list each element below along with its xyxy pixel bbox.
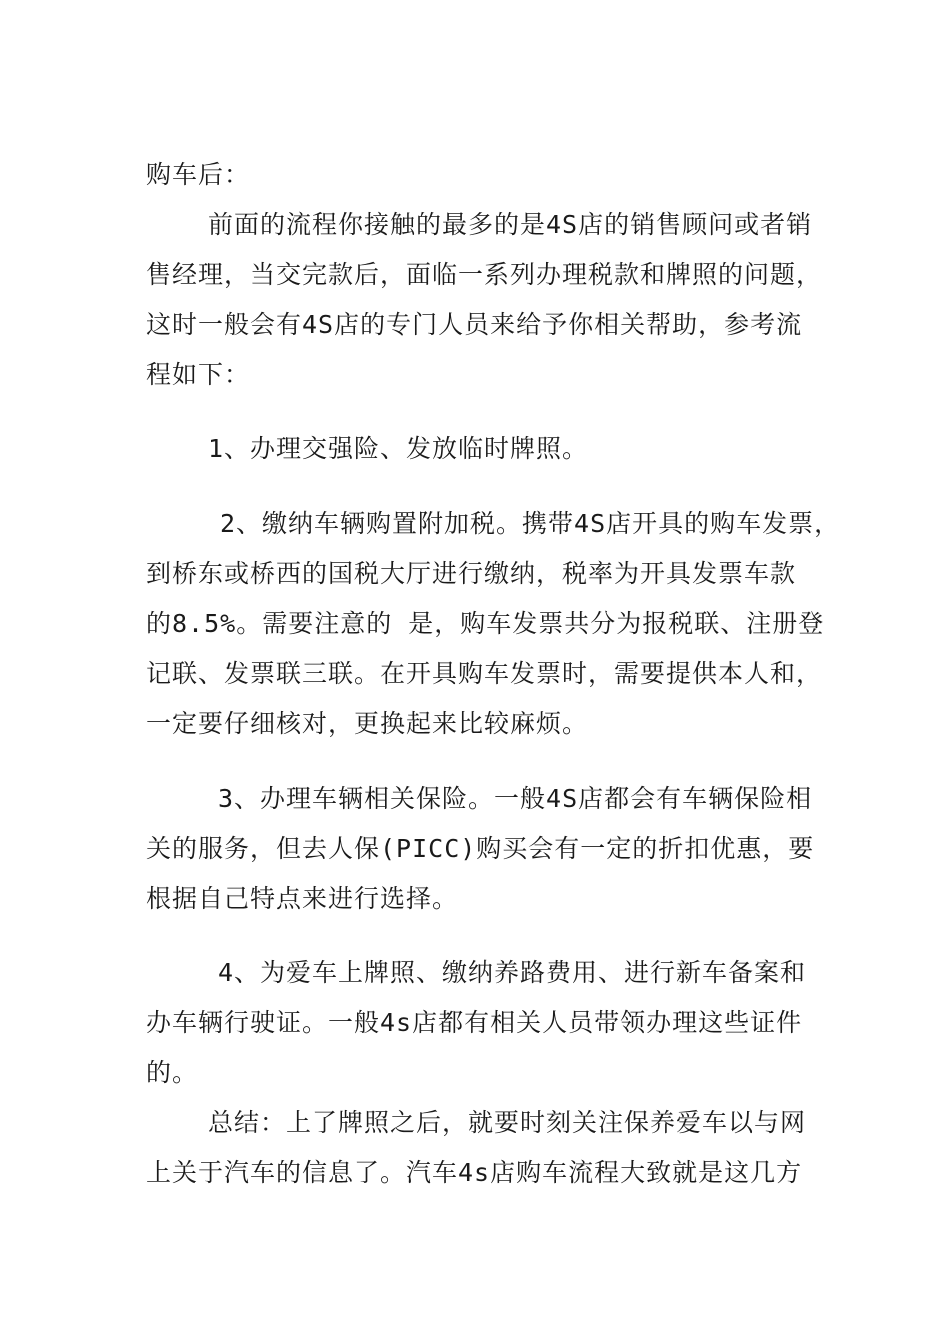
step-3-line: 3、办理车辆相关保险。一般4S店都会有车辆保险相 [218, 784, 813, 813]
intro-line: 售经理，当交完款后，面临一系列办理税款和牌照的问题， [146, 260, 823, 289]
step-4-line: 4、为爱车上牌照、缴纳养路费用、进行新车备案和 [218, 958, 807, 987]
step-2-line: 记联、发票联三联。在开具购车发票时，需要提供本人和， [146, 659, 823, 688]
section-heading: 购车后： [146, 160, 251, 189]
step-3-line: 根据自己特点来进行选择。 [146, 884, 459, 913]
intro-line: 这时一般会有4S店的专门人员来给予你相关帮助，参考流 [146, 310, 803, 339]
step-2-line: 一定要仔细核对，更换起来比较麻烦。 [146, 709, 589, 738]
step-4-line: 的。 [146, 1058, 199, 1087]
step-2-line: 到桥东或桥西的国税大厅进行缴纳，税率为开具发票车款 [146, 559, 797, 588]
step-3-line: 关的服务，但去人保(PICC)购买会有一定的折扣优惠，要 [146, 834, 815, 863]
step-1-line: 1、办理交强险、发放临时牌照。 [208, 434, 589, 463]
step-4-line: 办车辆行驶证。一般4s店都有相关人员带领办理这些证件 [146, 1008, 803, 1037]
summary-line: 上关于汽车的信息了。汽车4s店购车流程大致就是这几方 [146, 1158, 803, 1187]
step-2-line: 的8.5%。需要注意的 是，购车发票共分为报税联、注册登 [146, 609, 825, 638]
intro-line: 前面的流程你接触的最多的是4S店的销售顾问或者销 [208, 210, 813, 239]
intro-line: 程如下： [146, 360, 251, 389]
summary-line: 总结：上了牌照之后，就要时刻关注保养爱车以与网 [208, 1108, 807, 1137]
step-2-line: 2、缴纳车辆购置附加税。携带4S店开具的购车发票， [220, 509, 841, 538]
